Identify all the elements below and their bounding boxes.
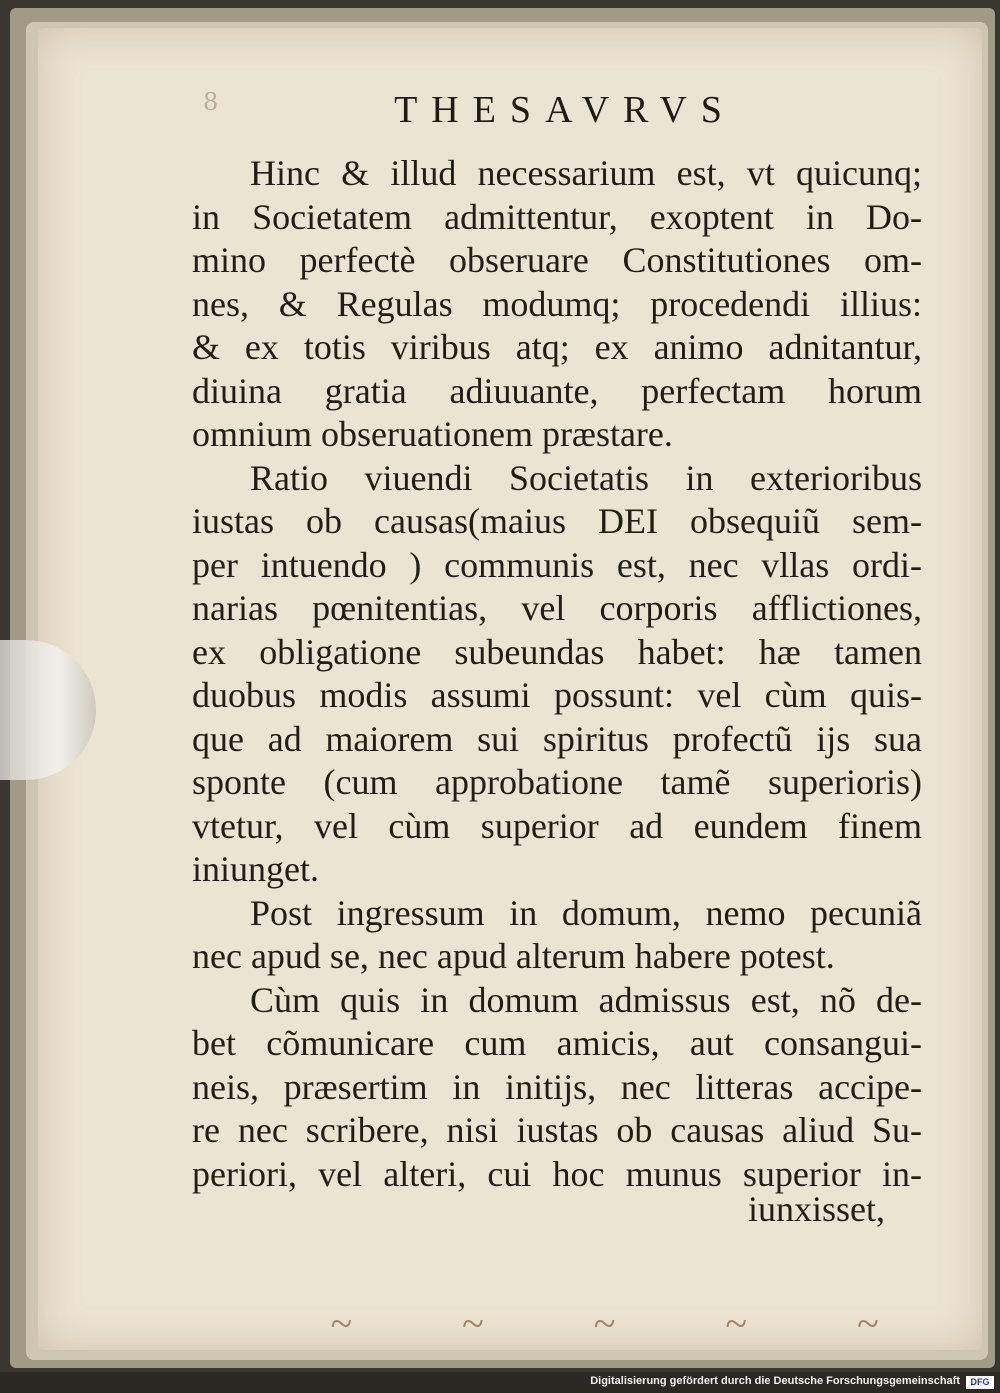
footer-credit: Digitalisierung gefördert durch die Deutsche Forschungsgemeinschaft: [590, 1375, 960, 1387]
footer-bar: [0, 1372, 1000, 1393]
text-line: re nec scribere, nisi iustas ob causas aliud Su-: [192, 1110, 922, 1150]
text-line: diuina gratia adiuuante, perfectam horum: [192, 370, 922, 411]
body-text: [192, 152, 922, 1196]
text-line: ex obligatione subeundas habet: hæ tamen: [192, 631, 922, 672]
page-number: 8: [203, 88, 219, 116]
text-line: mino perfectè obseruare Constitutiones om-: [192, 240, 922, 280]
text-line: Cùm quis in domum admissus est, nõ de-: [250, 979, 922, 1020]
dfg-logo: DFG: [966, 1376, 994, 1389]
text-line: in Societatem admittentur, exoptent in Do-: [192, 196, 922, 237]
text-line: iustas ob causas(maius DEI obsequiũ sem-: [192, 501, 922, 541]
ink-marks: ~ ~ ~ ~ ~: [330, 1301, 929, 1346]
text-line: narias pœnitentias, vel corporis afflictiones,: [192, 588, 922, 628]
text-line: per intuendo ) communis est, nec vllas ordi-: [192, 544, 922, 585]
text-line: duobus modis assumi possunt: vel cùm quis-: [192, 675, 922, 715]
text-line: Post ingressum in domum, nemo pecuniã: [250, 892, 922, 933]
text-line: & ex totis viribus atq; ex animo adnitantur,: [192, 327, 922, 367]
text-line: omnium obseruationem præstare.: [192, 414, 673, 454]
text-line: bet cõmunicare cum amicis, aut consangui-: [192, 1023, 922, 1063]
text-line: neis, præsertim in initijs, nec litteras accipe-: [192, 1066, 922, 1107]
catchword: iunxisset,: [748, 1189, 886, 1229]
text-line: Ratio viuendi Societatis in exterioribus: [250, 457, 922, 498]
text-line: vtetur, vel cùm superior ad eundem finem: [192, 805, 922, 846]
text-line: iniunget.: [192, 849, 319, 889]
running-title: THESAVRVS: [394, 89, 736, 131]
text-line: que ad maiorem sui spiritus profectũ ijs sua: [192, 718, 922, 759]
text-line: sponte (cum approbatione tamẽ superioris): [192, 762, 922, 802]
text-line: periori, vel alteri, cui hoc munus superior in-: [192, 1153, 922, 1194]
text-line: Hinc & illud necessarium est, vt quicunq;: [250, 153, 922, 193]
text-line: nec apud se, nec apud alterum habere potest.: [192, 936, 835, 976]
text-line: nes, & Regulas modumq; procedendi illius:: [192, 283, 922, 324]
